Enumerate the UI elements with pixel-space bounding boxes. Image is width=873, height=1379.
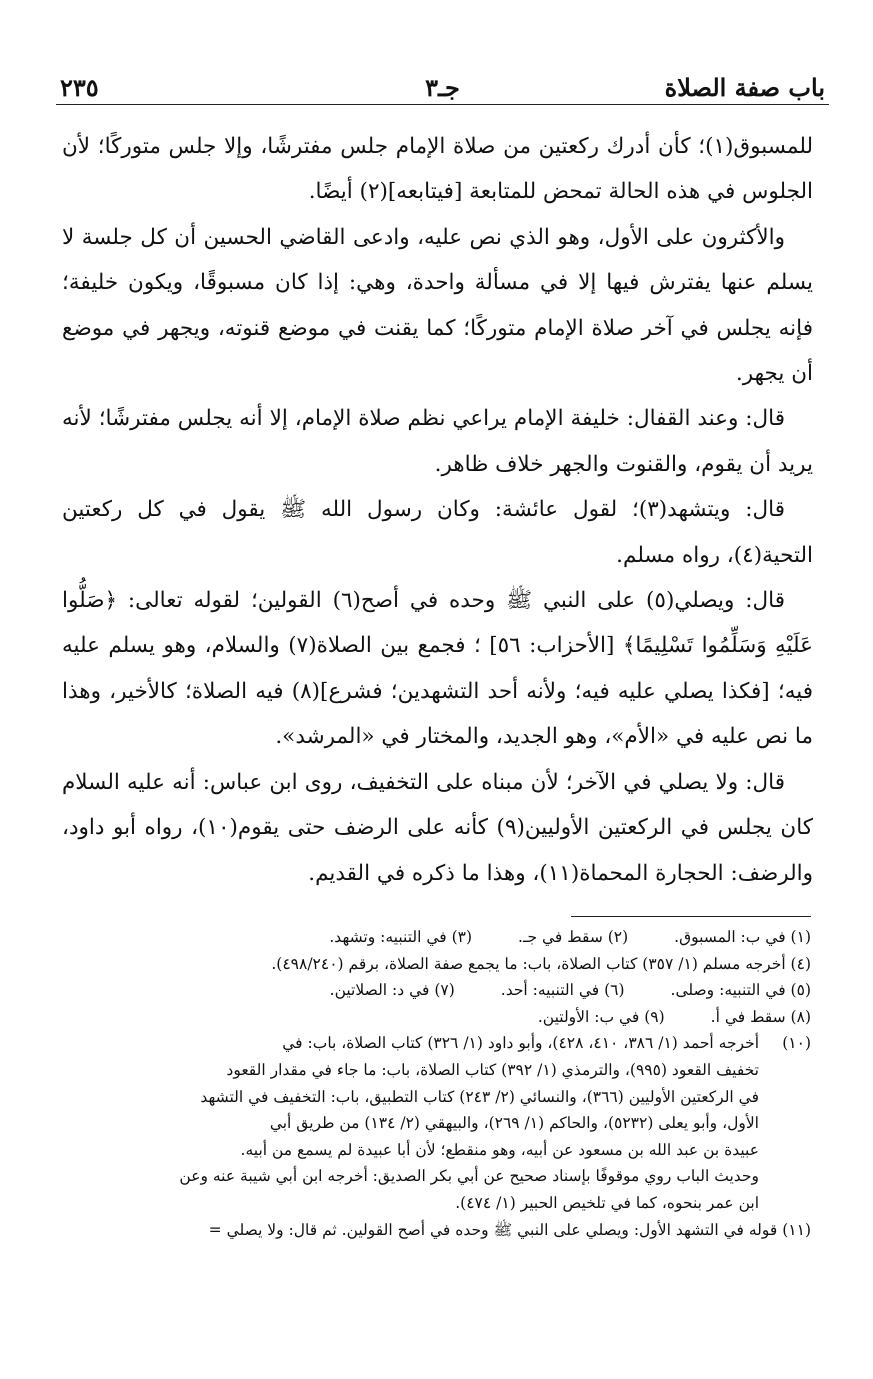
footnote-line: تخفيف القعود (٩٩٥)، والترمذي (١/ ٣٩٢) كتاب الصلاة، باب: ما جاء في مقدار القعود (226, 1060, 759, 1079)
footnote-1: (١) في ب: المسبوق. (674, 928, 811, 946)
paragraph: والأكثرون على الأول، وهو الذي نص عليه، وادعى القاضي الحسين أن كل جلسة لا يسلم عنها يفترش فيها إلا في مسألة واحدة، وهي: إذا كان مسبوقًا، ويكون خليفة؛ فإنه يجلس في آخر صلاة الإمام متوركًا؛ كما يقنت في موضع قنوته، ويجهر في موضع أن يجهر. (62, 224, 813, 387)
header-rule (56, 104, 829, 105)
paragraph: للمسبوق(١)؛ كأن أدرك ركعتين من صلاة الإمام جلس مفترشًا، وإلا جلس متوركًا؛ لأن الجلوس في هذه الحالة تمحض للمتابعة [فيتابعه](٢) أيضًا. (62, 134, 813, 205)
footnote-line: ابن عمر بنحوه، كما في تلخيص الحبير (١/ ٤٧٤). (455, 1193, 759, 1212)
paragraph: قال: وعند القفال: خليفة الإمام يراعي نظم صلاة الإمام، إلا أنه يجلس مفترشًا؛ لأنه يريد أن يقوم، والقنوت والجهر خلاف ظاهر. (62, 406, 813, 477)
footnote-separator (571, 916, 811, 917)
footnote-9: (٩) في ب: الأولتين. (537, 1007, 665, 1026)
footnote-10-number: (١٠) (782, 1034, 811, 1053)
footnote-line: الأول، وأبو يعلى (٥٢٣٢)، والحاكم (١/ ٢٦٩)، والبيهقي (٢/ ١٣٤) من طريق أبي (269, 1114, 759, 1133)
footnote-10 (60, 1030, 811, 1216)
footnote-3: (٣) في التنبيه: وتشهد. (329, 928, 473, 946)
paragraph: قال: ويصلي(٥) على النبي ﷺ وحده في أصح(٦) القولين؛ لقوله تعالى: ﴿صَلُّوا عَلَيْهِ وَسَلِّمُوا تَسْلِيمًا﴾ [الأحزاب: ٥٦] ؛ فجمع بين الصلاة(٧) والسلام، وهو يسلم عليه فيه؛ [فكذا يصلي عليه فيه؛ ولأنه أحد التشهدين؛ فشرع](٨) فيه الصلاة؛ كالأخير، وهذا ما نص عليه في «الأم»، وهو الجديد، والمختار في «المرشد». (62, 588, 813, 750)
footnote-row (60, 924, 811, 951)
paragraph: قال: ولا يصلي في الآخر؛ لأن مبناه على التخفيف، روى ابن عباس: أنه عليه السلام كان يجلس في الركعتين الأوليين(٩) كأنه على الرضف حتى يقوم(١٠)، رواه أبو داود، والرضف: الحجارة المحماة(١١)، وهذا ما ذكره في القديم. (62, 769, 813, 886)
running-header (60, 62, 825, 102)
page-number: ٢٣٥ (60, 73, 99, 102)
footnote-5: (٥) في التنبيه: وصلى. (670, 981, 811, 1000)
volume-number: جـ٣ (425, 73, 460, 102)
paragraph: قال: ويتشهد(٣)؛ لقول عائشة: وكان رسول الله ﷺ يقول في كل ركعتين التحية(٤)، رواه مسلم. (62, 497, 813, 568)
footnote-line: وحديث الباب روي موقوفًا بإسناد صحيح عن أبي بكر الصديق: أخرجه ابن أبي شيبة عنه وعن (179, 1167, 759, 1186)
footnote-line: أخرجه أحمد (١/ ٣٨٦، ٤١٠، ٤٢٨)، وأبو داود (١/ ٣٢٦) كتاب الصلاة، باب: في (282, 1034, 759, 1053)
footnote-10-text (60, 1030, 759, 1216)
footnotes (60, 924, 811, 1243)
footnote-2: (٢) سقط في جـ. (518, 928, 629, 946)
footnote-row (60, 1004, 811, 1031)
footnote-row (60, 977, 811, 1004)
main-text (62, 124, 813, 896)
footnote-7: (٧) في د: الصلاتين. (329, 981, 455, 1000)
footnote-line: في الركعتين الأوليين (٣٦٦)، والنسائي (٢/ ٢٤٣) كتاب التطبيق، باب: التخفيف في التشهد (200, 1087, 759, 1106)
footnote-6: (٦) في التنبيه: أحد. (500, 981, 625, 1000)
footnote-line: عبيدة بن عبد الله بن مسعود عن أبيه، وهو منقطع؛ لأن أبا عبيدة لم يسمع من أبيه. (240, 1140, 759, 1159)
footnote-8: (٨) سقط في أ. (710, 1007, 811, 1026)
chapter-title: باب صفة الصلاة (664, 73, 825, 102)
footnote-4: (٤) أخرجه مسلم (١/ ٣٥٧) كتاب الصلاة، باب: ما يجمع صفة الصلاة، برقم (٤٩٨/٢٤٠). (271, 954, 811, 973)
footnote-11: (١١) قوله في التشهد الأول: ويصلي على النبي ﷺ وحده في أصح القولين. ثم قال: ولا يصلي = (208, 1220, 811, 1239)
